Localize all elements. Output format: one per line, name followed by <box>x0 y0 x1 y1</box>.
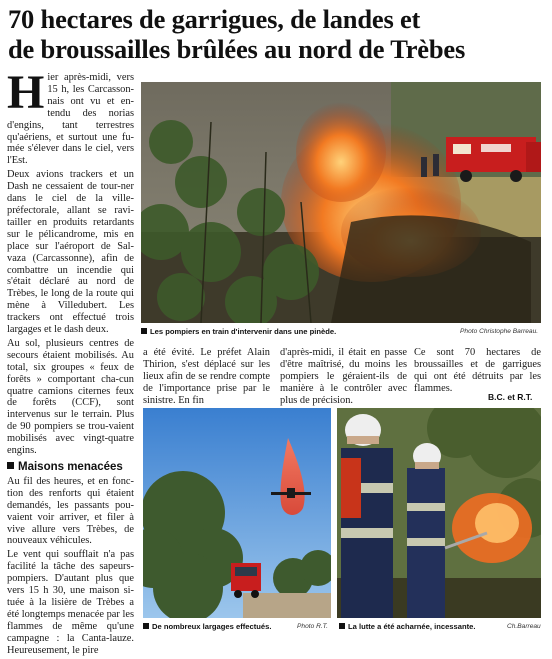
article-column-1 <box>7 66 134 659</box>
firemen-illustration <box>337 408 541 618</box>
fire-scene-illustration <box>141 82 541 323</box>
article-column-4: Ce sont 70 hectares de broussailles et de garrigues qui ont été détruits par les flammes. <box>414 347 541 394</box>
byline: B.C. et R.T. <box>488 392 533 402</box>
plane-photo-credit: Photo R.T. <box>297 623 328 630</box>
firemen-photo-credit: Ch.Barreau <box>507 623 541 630</box>
paragraph-1: Hier après-midi, vers 15 h, les Carcasson-nais ont vu et en-tendu des norias d'engins, tant terrestres qu'aériens, et surtout une fu-mée s'élever dans le ciel, vers l'Est. <box>7 66 134 167</box>
main-photo-credit: Photo Christophe Barreau. <box>460 328 539 335</box>
plane-drop-photo <box>143 408 331 618</box>
paragraph-3: Au sol, plusieurs centres de secours étaient mobilisés. Au total, six groupes « feux de forêts » comportant cha-cun quatre camions citernes feux de forêts (CCF), sont intervenus sur le terrain. Plus de 90 pompiers se trou-vaient mobilisés avec vingt-quatre engins. <box>7 337 134 457</box>
square-bullet-icon <box>143 623 149 629</box>
water-bomber-illustration <box>143 408 331 618</box>
plane-photo-caption: De nombreux largages effectués. <box>143 622 271 631</box>
firemen-photo <box>337 408 541 618</box>
main-photo-caption: Les pompiers en train d'intervenir dans une pinède. <box>141 327 336 336</box>
article-column-2: a été évité. Le préfet Alain Thirion, s'est déplacé sur les lieux afin de se rendre compte de l'importance prise par le sinistre. En fin <box>143 347 270 406</box>
headline <box>8 4 548 64</box>
square-bullet-icon <box>141 328 147 334</box>
headline-line-1: 70 hectares de garrigues, de landes et <box>8 4 421 34</box>
drop-cap: H <box>7 66 45 119</box>
subheading: Maisons menacées <box>7 462 134 474</box>
paragraph-5: Le vent qui soufflait n'a pas facilité la tâche des sapeurs-pompiers. D'autant plus que vers 15 h 30, une maison si-tuée à la lisière de Trèbes a été longtemps menacée par les flammes de même qu'une campagne : la Canta-lauze. Heureusement, le pire <box>7 549 134 656</box>
fireman-2 <box>407 443 445 618</box>
article-column-3: d'après-midi, il était en passe d'être maîtrisé, du moins les pompiers le géraient-ils de manière à le contrôler avec plus de précision. <box>280 347 407 406</box>
square-bullet-icon <box>339 623 345 629</box>
firemen-photo-caption: La lutte a été acharnée, incessante. <box>339 622 475 631</box>
headline-line-2: de broussailles brûlées au nord de Trèbes <box>8 34 466 64</box>
paragraph-2: Deux avions trackers et un Dash ne cessaient de tour-ner dans le ciel de la ville-préfectorale, allant se ravi-tailler en produits retardants sur le pélicandrome, mis en place sur l'aéroport de Sal-vaza (Carcassonne), afin de combattre un incendie qui s'était déclaré au nord de Trèbes, le long de la route qui mène à Villedubert. Les trackers ont effectué trois largages et le dash deux. <box>7 169 134 336</box>
paragraph-4: Au fil des heures, et en fonc-tion des renforts qui étaient demandés, les passants pou-vaient voir arriver, et filer à vive allure vers Trèbes, de nouveaux véhicules. <box>7 475 134 547</box>
square-bullet-icon <box>7 462 14 469</box>
main-photo-fire-pinewood <box>141 82 541 323</box>
